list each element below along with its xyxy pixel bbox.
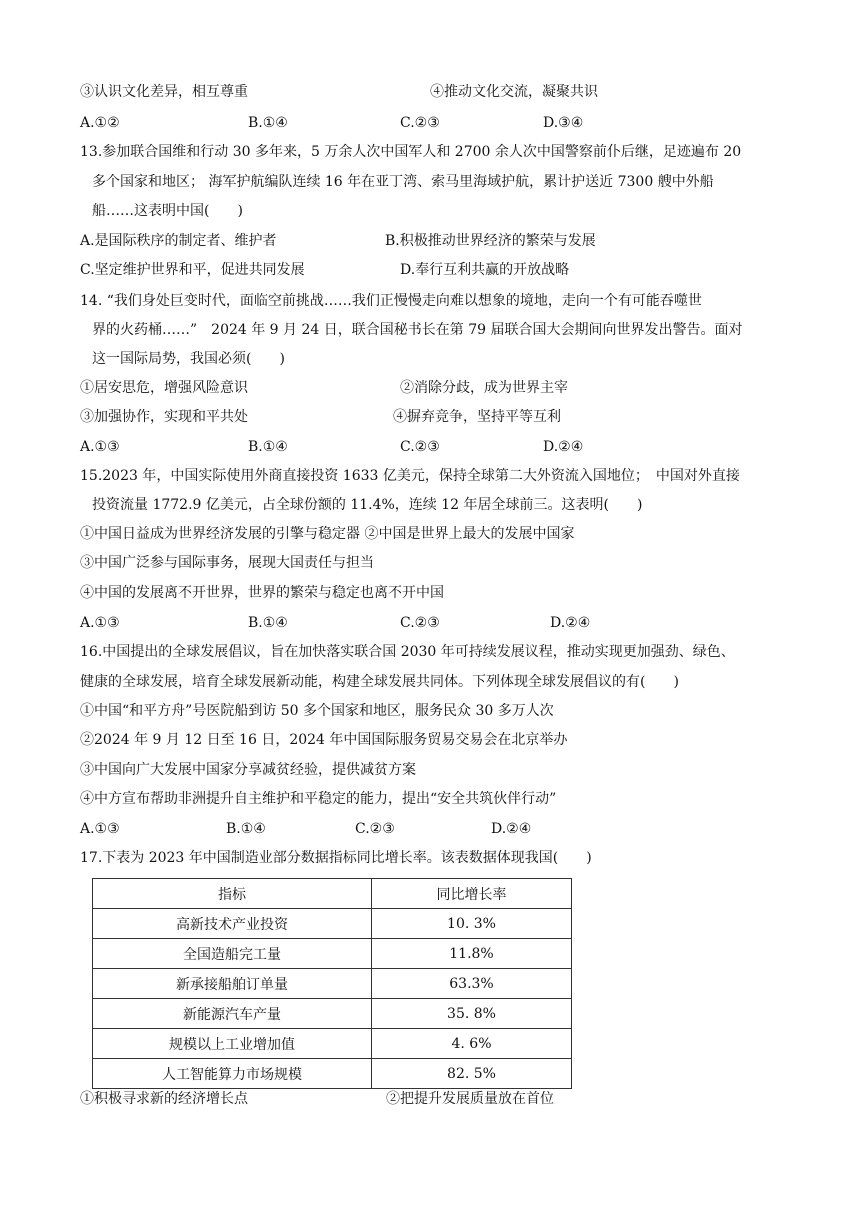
q16-stem-line-1: 16.中国提出的全球发展倡议，旨在加快落实联合国 2030 年可持续发展议程，推动实现更加强劲、绿色、 <box>80 644 735 660</box>
q15-stem-line-1: 15.2023 年，中国实际使用外商直接投资 1633 亿美元，保持全球第二大外资流入国地位； 中国对外直接 <box>80 468 740 484</box>
table-cell-indicator: 新能源汽车产量 <box>93 999 372 1029</box>
q12-item-3: ③认识文化差异，相互尊重 <box>80 84 248 100</box>
q14-item-3: ③加强协作，实现和平共处 <box>80 409 248 425</box>
table-cell-rate: 82. 5% <box>372 1059 572 1089</box>
table-cell-indicator: 全国造船完工量 <box>93 939 372 969</box>
table-header-indicator: 指标 <box>93 879 372 909</box>
table-row <box>93 999 572 1029</box>
q15-choice-a: A.①③ <box>80 615 120 631</box>
q13-stem-line-1: 13.参加联合国维和行动 30 多年来，5 万余人次中国军人和 2700 余人次中国警察前仆后继，足迹遍布 20 <box>80 144 742 160</box>
q13-option-b: B.积极推动世界经济的繁荣与发展 <box>385 233 596 249</box>
table-cell-rate: 10. 3% <box>372 909 572 939</box>
q14-item-4: ④摒弃竞争，坚持平等互利 <box>393 409 561 425</box>
q15-choice-b: B.①④ <box>248 615 288 631</box>
q16-stem-line-2: 健康的全球发展，培育全球发展新动能，构建全球发展共同体。下列体现全球发展倡议的有( ) <box>80 674 679 690</box>
q13-stem-line-3: 船……这表明中国( ) <box>92 203 243 219</box>
q15-item-1-2: ①中国日益成为世界经济发展的引擎与稳定器 ②中国是世界上最大的发展中国家 <box>80 526 575 542</box>
q12-choice-c: C.②③ <box>400 115 440 131</box>
q16-item-1: ①中国“和平方舟”号医院船到访 50 多个国家和地区，服务民众 30 多万人次 <box>80 703 554 719</box>
q15-choice-c: C.②③ <box>400 615 440 631</box>
q15-item-3: ③中国广泛参与国际事务，展现大国责任与担当 <box>80 555 374 571</box>
q16-choice-d: D.②④ <box>491 821 532 837</box>
q17-data-table <box>92 878 572 1089</box>
q13-option-c: C.坚定维护世界和平，促进共同发展 <box>80 262 305 278</box>
table-row <box>93 909 572 939</box>
q14-stem-line-1: 14. “我们身处巨变时代，面临空前挑战……我们正慢慢走向难以想象的境地，走向一个有可能吞噬世 <box>80 293 702 309</box>
q16-choice-b: B.①④ <box>226 821 266 837</box>
q17-stem: 17.下表为 2023 年中国制造业部分数据指标同比增长率。该表数据体现我国( ) <box>80 850 592 866</box>
q16-item-4: ④中方宣布帮助非洲提升自主维护和平稳定的能力，提出“安全共筑伙伴行动” <box>80 791 557 807</box>
q16-choice-c: C.②③ <box>355 821 395 837</box>
table-cell-indicator: 规模以上工业增加值 <box>93 1029 372 1059</box>
q16-item-2: ②2024 年 9 月 12 日至 16 日，2024 年中国国际服务贸易交易会在北京举办 <box>80 732 568 748</box>
q14-choice-b: B.①④ <box>248 439 288 455</box>
table-row <box>93 1029 572 1059</box>
table-header-row <box>93 879 572 909</box>
table-cell-rate: 35. 8% <box>372 999 572 1029</box>
table-cell-rate: 11.8% <box>372 939 572 969</box>
q15-item-4: ④中国的发展离不开世界，世界的繁荣与稳定也离不开中国 <box>80 585 444 601</box>
q12-item-4: ④推动文化交流，凝聚共识 <box>430 84 598 100</box>
table-cell-indicator: 新承接船舶订单量 <box>93 969 372 999</box>
table-cell-indicator: 高新技术产业投资 <box>93 909 372 939</box>
q15-stem-line-2: 投资流量 1772.9 亿美元，占全球份额的 11.4%，连续 12 年居全球前三。这表明( ) <box>92 497 643 513</box>
q14-item-2: ②消除分歧，成为世界主宰 <box>400 380 568 396</box>
table-header-growth-rate: 同比增长率 <box>372 879 572 909</box>
table-cell-rate: 4. 6% <box>372 1029 572 1059</box>
q12-choice-b: B.①④ <box>248 115 288 131</box>
q13-stem-line-2: 多个国家和地区； 海军护航编队连续 16 年在亚丁湾、索马里海域护航，累计护送近 7300 艘中外船 <box>92 174 714 190</box>
q14-stem-line-2: 界的火药桶……” 2024 年 9 月 24 日，联合国秘书长在第 79 届联合国大会期间向世界发出警告。面对 <box>92 322 743 338</box>
q14-stem-line-3: 这一国际局势，我国必须( ) <box>92 351 285 367</box>
q14-choice-c: C.②③ <box>400 439 440 455</box>
q12-choice-a: A.①② <box>80 115 120 131</box>
q17-item-1: ①积极寻求新的经济增长点 <box>80 1091 248 1107</box>
q16-item-3: ③中国向广大发展中国家分享减贫经验，提供减贫方案 <box>80 762 416 778</box>
q14-choice-d: D.②④ <box>543 439 584 455</box>
table-row <box>93 969 572 999</box>
table-cell-indicator: 人工智能算力市场规模 <box>93 1059 372 1089</box>
q16-choice-a: A.①③ <box>80 821 120 837</box>
q14-item-1: ①居安思危，增强风险意识 <box>80 380 248 396</box>
q15-choice-d: D.②④ <box>550 615 591 631</box>
q17-item-2: ②把提升发展质量放在首位 <box>386 1091 554 1107</box>
q13-option-a: A.是国际秩序的制定者、维护者 <box>80 233 277 249</box>
table-row <box>93 939 572 969</box>
q13-option-d: D.奉行互利共赢的开放战略 <box>400 262 570 278</box>
table-row <box>93 1059 572 1089</box>
q14-choice-a: A.①③ <box>80 439 120 455</box>
q12-choice-d: D.③④ <box>543 115 584 131</box>
table-cell-rate: 63.3% <box>372 969 572 999</box>
